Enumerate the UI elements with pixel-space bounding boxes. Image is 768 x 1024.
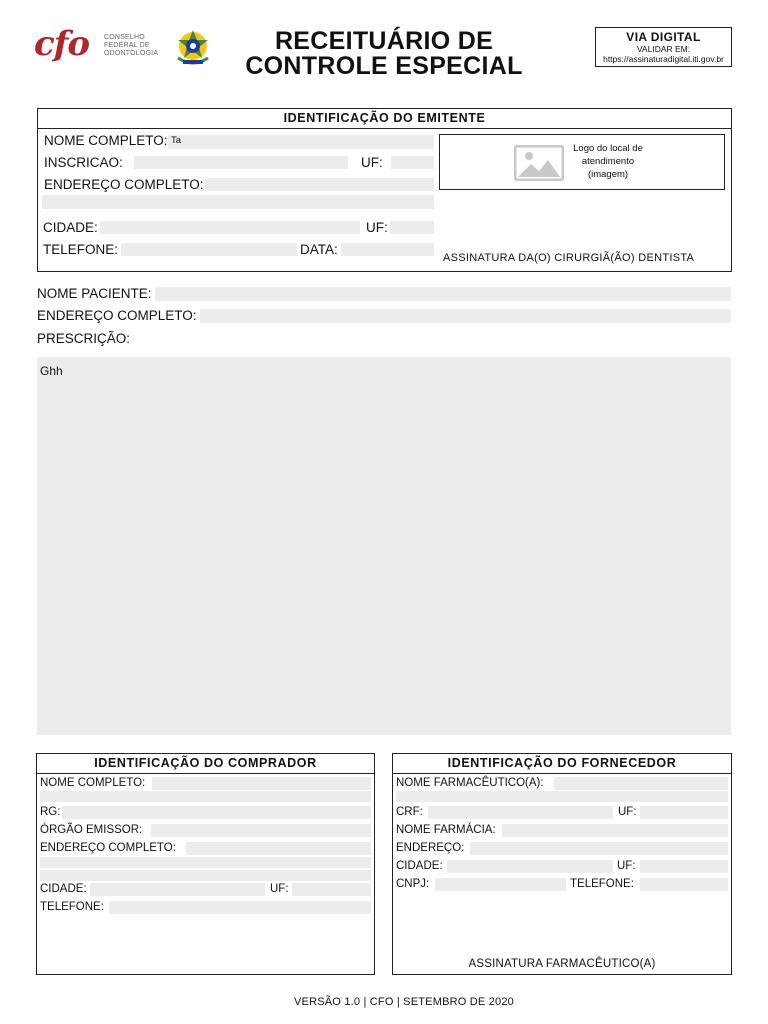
logo-placeholder-line-1: Logo do local de bbox=[573, 143, 643, 154]
footer-version: VERSÃO 1.0 | CFO | SETEMBRO DE 2020 bbox=[294, 996, 514, 1008]
issuer-phone-field[interactable] bbox=[121, 243, 297, 256]
issuer-city-label: CIDADE: bbox=[43, 220, 98, 235]
buyer-address-label: ENDEREÇO COMPLETO: bbox=[40, 842, 176, 854]
buyer-issuer-org-field[interactable] bbox=[151, 824, 371, 837]
issuer-date-label: DATA: bbox=[300, 242, 338, 257]
buyer-full-name-field-line-2[interactable] bbox=[40, 791, 371, 802]
buyer-issuer-org-label: ÓRGÃO EMISSOR: bbox=[40, 824, 143, 836]
issuer-uf-label: UF: bbox=[361, 155, 383, 170]
issuer-section-title: IDENTIFICAÇÃO DO EMITENTE bbox=[38, 109, 731, 129]
issuer-registration-field[interactable] bbox=[134, 156, 348, 169]
buyer-full-name-label: NOME COMPLETO: bbox=[40, 777, 146, 789]
via-digital-url[interactable]: https://assinaturadigital.iti.gov.br bbox=[603, 54, 724, 64]
issuer-full-name-value: Ta bbox=[171, 135, 182, 146]
prescription-value: Ghh bbox=[40, 364, 63, 378]
issuer-uf-field[interactable] bbox=[391, 156, 434, 169]
issuer-address-field[interactable] bbox=[205, 178, 434, 191]
supplier-uf-label: UF: bbox=[618, 806, 637, 818]
buyer-address-field[interactable] bbox=[186, 842, 371, 855]
issuer-logo-placeholder[interactable] bbox=[439, 134, 725, 190]
via-digital-title: VIA DIGITAL bbox=[626, 30, 701, 44]
council-name bbox=[104, 34, 158, 58]
prescription-label: PRESCRIÇÃO: bbox=[37, 331, 131, 346]
supplier-crf-label: CRF: bbox=[396, 806, 423, 818]
buyer-section-title: IDENTIFICAÇÃO DO COMPRADOR bbox=[37, 754, 374, 774]
logo-placeholder-line-3: (imagem) bbox=[587, 169, 629, 180]
council-line-2: FEDERAL DE bbox=[104, 42, 150, 49]
via-digital-validate-label: VALIDAR EM: bbox=[636, 44, 691, 54]
buyer-city-label: CIDADE: bbox=[40, 883, 87, 895]
issuer-city-field[interactable] bbox=[100, 221, 360, 234]
patient-address-label: ENDEREÇO COMPLETO: bbox=[37, 308, 197, 323]
logo-placeholder-line-2: atendimento bbox=[581, 156, 635, 167]
buyer-city-field[interactable] bbox=[90, 883, 265, 896]
council-line-3: ODONTOLOGIA bbox=[104, 50, 159, 57]
buyer-phone-field[interactable] bbox=[109, 901, 371, 914]
issuer-full-name-label: NOME COMPLETO: bbox=[44, 133, 168, 148]
supplier-pharmacy-label: NOME FARMÁCIA: bbox=[396, 824, 496, 836]
supplier-crf-field[interactable] bbox=[428, 806, 613, 819]
patient-name-field[interactable] bbox=[155, 287, 731, 301]
supplier-pharmacy-field[interactable] bbox=[502, 824, 728, 837]
page-title bbox=[220, 29, 548, 79]
issuer-address-label: ENDEREÇO COMPLETO: bbox=[44, 177, 204, 192]
cfo-logo-text: cfo bbox=[34, 24, 90, 64]
supplier-city-uf-label: UF: bbox=[617, 860, 636, 872]
pharmacist-signature-label: ASSINATURA FARMACÊUTICO(A) bbox=[468, 958, 656, 970]
supplier-pharmacist-label: NOME FARMACÊUTICO(A): bbox=[396, 777, 544, 789]
image-placeholder-icon bbox=[514, 145, 564, 181]
dentist-signature-label: ASSINATURA DA(O) CIRURGIÃ(ÃO) DENTISTA bbox=[443, 252, 695, 264]
patient-address-field[interactable] bbox=[200, 309, 731, 323]
supplier-city-field[interactable] bbox=[447, 860, 613, 873]
supplier-address-label: ENDEREÇO: bbox=[396, 842, 465, 854]
logo-placeholder-text bbox=[558, 142, 658, 181]
cfo-logo bbox=[34, 24, 100, 66]
supplier-pharmacist-field-line-2[interactable] bbox=[396, 791, 728, 802]
supplier-phone-field[interactable] bbox=[640, 878, 728, 891]
supplier-address-field[interactable] bbox=[470, 842, 728, 855]
supplier-city-label: CIDADE: bbox=[396, 860, 443, 872]
supplier-cnpj-field[interactable] bbox=[435, 878, 566, 891]
supplier-city-uf-field[interactable] bbox=[640, 860, 728, 873]
issuer-city-uf-label: UF: bbox=[366, 220, 388, 235]
via-digital-box bbox=[595, 27, 732, 67]
supplier-cnpj-label: CNPJ: bbox=[396, 878, 430, 890]
supplier-uf-field[interactable] bbox=[640, 806, 728, 819]
prescription-field[interactable] bbox=[37, 357, 731, 735]
buyer-phone-label: TELEFONE: bbox=[40, 901, 104, 913]
buyer-uf-field[interactable] bbox=[292, 883, 371, 896]
supplier-pharmacist-field[interactable] bbox=[554, 777, 728, 790]
brazil-coat-of-arms-icon bbox=[174, 28, 212, 66]
issuer-city-uf-field[interactable] bbox=[390, 221, 434, 234]
buyer-full-name-field[interactable] bbox=[152, 777, 371, 790]
issuer-full-name-field[interactable] bbox=[168, 135, 434, 149]
buyer-rg-label: RG: bbox=[40, 806, 61, 818]
buyer-address-field-line-2[interactable] bbox=[40, 857, 371, 868]
supplier-phone-label: TELEFONE: bbox=[570, 878, 634, 890]
issuer-date-field[interactable] bbox=[341, 243, 434, 256]
buyer-uf-label: UF: bbox=[270, 883, 289, 895]
page-title-line-1: RECEITUÁRIO DE bbox=[274, 27, 494, 55]
patient-name-label: NOME PACIENTE: bbox=[37, 286, 152, 301]
issuer-phone-label: TELEFONE: bbox=[43, 242, 119, 257]
issuer-address-field-line-2[interactable] bbox=[42, 195, 434, 209]
supplier-section-title: IDENTIFICAÇÃO DO FORNECEDOR bbox=[393, 754, 731, 774]
issuer-registration-label: INSCRICAO: bbox=[44, 155, 123, 170]
buyer-address-field-line-3[interactable] bbox=[40, 870, 371, 881]
council-line-1: CONSELHO bbox=[104, 34, 145, 41]
buyer-rg-field[interactable] bbox=[62, 806, 371, 819]
page-title-line-2: CONTROLE ESPECIAL bbox=[245, 52, 523, 80]
